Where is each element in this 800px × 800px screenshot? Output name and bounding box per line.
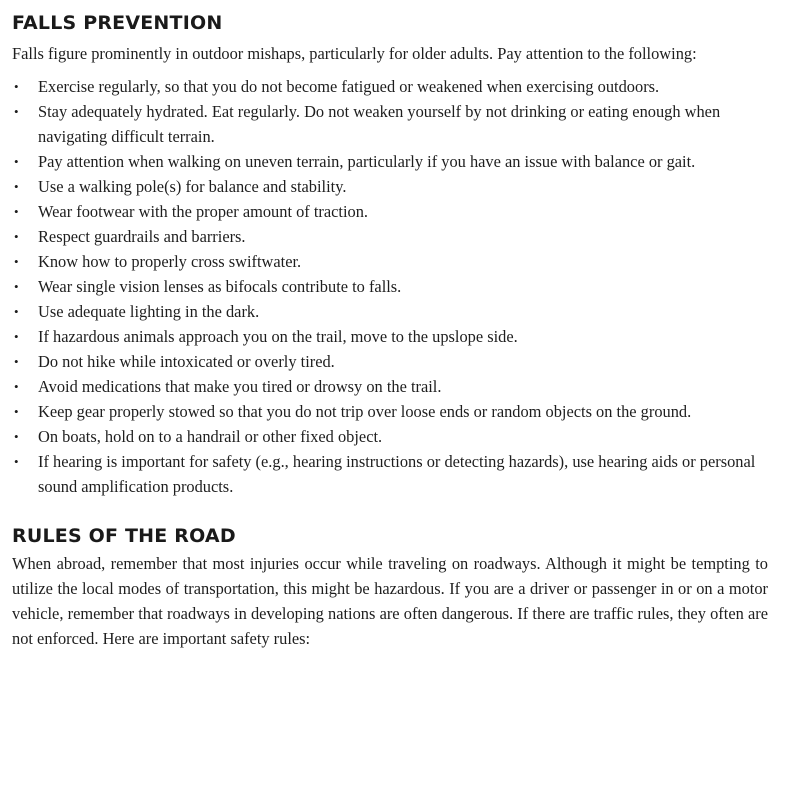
list-item-text: If hazardous animals approach you on the trail, move to the upslope side. xyxy=(38,327,518,346)
bullet-icon: • xyxy=(14,229,19,244)
list-item xyxy=(12,149,768,174)
bullet-icon: • xyxy=(14,329,19,344)
bullet-icon: • xyxy=(14,379,19,394)
bullet-icon: • xyxy=(14,154,19,169)
list-item xyxy=(12,99,768,149)
bullet-icon: • xyxy=(14,104,19,119)
bullet-icon: • xyxy=(14,404,19,419)
bullet-icon: • xyxy=(14,429,19,444)
list-item-text: Pay attention when walking on uneven terrain, particularly if you have an issue with balance or gait. xyxy=(38,152,696,171)
list-item-text: Avoid medications that make you tired or drowsy on the trail. xyxy=(38,377,442,396)
list-item xyxy=(12,449,768,499)
list-item xyxy=(12,74,768,99)
list-item xyxy=(12,374,768,399)
falls-intro-paragraph: Falls figure prominently in outdoor mishaps, particularly for older adults. Pay attention to the following: xyxy=(12,44,697,63)
section-heading-rules-of-the-road: RULES OF THE ROAD xyxy=(12,525,236,547)
bullet-icon: • xyxy=(14,254,19,269)
list-item xyxy=(12,174,768,199)
road-intro-paragraph: When abroad, remember that most injuries occur while traveling on roadways. Although it might be tempting to utilize the local modes of transportation, this might be hazardous. If you are a driver or passenger in or on a motor vehicle, remember that roadways in developing nations are often dangerous. If there are traffic rules, they often are not enforced. Here are important safety rules: xyxy=(12,554,768,648)
list-item xyxy=(12,399,768,424)
bullet-icon: • xyxy=(14,204,19,219)
bullet-icon: • xyxy=(14,354,19,369)
list-item-text: Respect guardrails and barriers. xyxy=(38,227,246,246)
document-page xyxy=(12,0,768,651)
list-item xyxy=(12,199,768,224)
list-item-text: On boats, hold on to a handrail or other fixed object. xyxy=(38,427,383,446)
list-item-text: Do not hike while intoxicated or overly tired. xyxy=(38,352,335,371)
list-item-text: If hearing is important for safety (e.g., hearing instructions or detecting hazards), use hearing aids or personal sound amplification products. xyxy=(38,452,756,496)
list-item-text: Use a walking pole(s) for balance and stability. xyxy=(38,177,347,196)
list-item xyxy=(12,274,768,299)
section-heading-falls-prevention: FALLS PREVENTION xyxy=(12,12,223,34)
list-item xyxy=(12,424,768,449)
list-item xyxy=(12,324,768,349)
list-item-text: Stay adequately hydrated. Eat regularly. Do not weaken yourself by not drinking or eating enough when navigating difficult terrain. xyxy=(38,102,721,146)
bullet-icon: • xyxy=(14,454,19,469)
list-item xyxy=(12,224,768,249)
list-item-text: Exercise regularly, so that you do not become fatigued or weakened when exercising outdoors. xyxy=(38,77,660,96)
list-item xyxy=(12,249,768,274)
bullet-icon: • xyxy=(14,79,19,94)
list-item-text: Keep gear properly stowed so that you do not trip over loose ends or random objects on the ground. xyxy=(38,402,692,421)
falls-prevention-list xyxy=(12,74,768,499)
list-item xyxy=(12,299,768,324)
list-item xyxy=(12,349,768,374)
list-item-text: Wear single vision lenses as bifocals contribute to falls. xyxy=(38,277,402,296)
bullet-icon: • xyxy=(14,279,19,294)
list-item-text: Wear footwear with the proper amount of traction. xyxy=(38,202,369,221)
bullet-icon: • xyxy=(14,179,19,194)
list-item-text: Know how to properly cross swiftwater. xyxy=(38,252,302,271)
list-item-text: Use adequate lighting in the dark. xyxy=(38,302,260,321)
bullet-icon: • xyxy=(14,304,19,319)
